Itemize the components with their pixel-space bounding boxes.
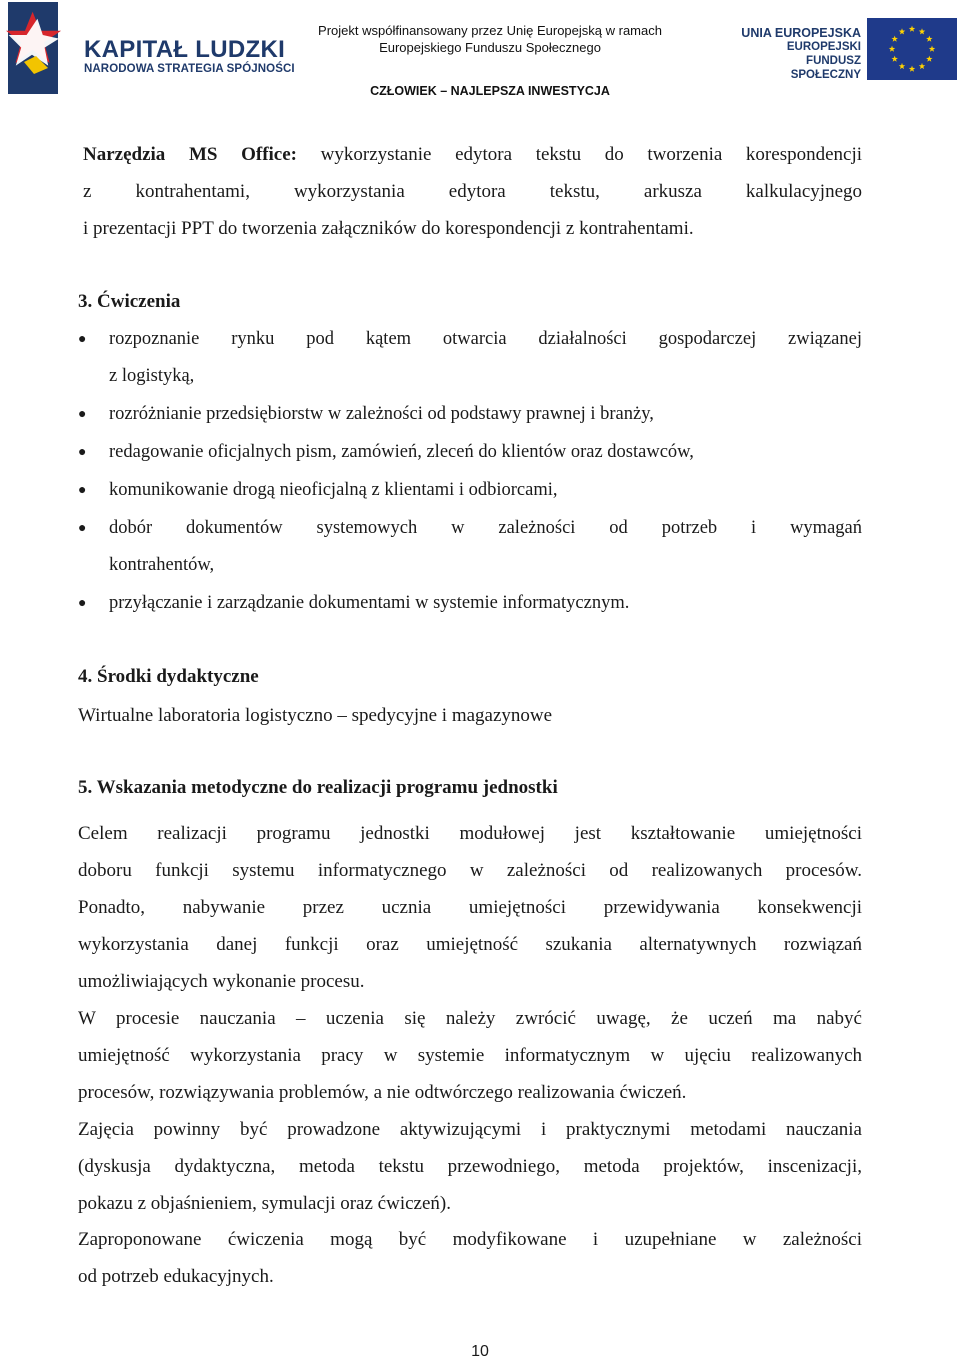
list-item: ● redagowanie oficjalnych pism, zamówień, zleceń do klientów oraz dostawców,: [78, 434, 862, 471]
kapital-ludzki-star-icon: [4, 2, 76, 94]
bullet-dot-icon: ●: [78, 596, 87, 611]
intro-line-3: i prezentacji PPT do tworzenia załączników do korespondencji z kontrahentami.: [83, 218, 694, 239]
section-5-paragraph-1: Celem realizacji programu jednostki modułowej jest kształtowanie umiejętności doboru funkcji systemu informatycznego w zależności od realizowanych procesów. Ponadto, nabywanie przez ucznia umiejętności przewidywania konsekwencji wykorzystania danej funkcji oraz umiejętność szukania alternatywnych rozwiązań umożliwiających wykonanie procesu.: [78, 823, 862, 992]
section-4-heading: 4. Środki dydaktyczne: [78, 666, 259, 687]
intro-label: Narzędzia MS Office:: [83, 144, 297, 165]
eu-logo-text: [733, 26, 861, 82]
intro-paragraph: [83, 136, 862, 247]
list-item: ● dobór dokumentów systemowych w zależności od potrzeb i wymagań kontrahentów,: [78, 510, 862, 584]
section-3-heading: 3. Ćwiczenia: [78, 291, 181, 312]
project-funding-note: [300, 22, 680, 56]
list-item: ● rozróżnianie przedsiębiorstw w zależności od podstawy prawnej i branży,: [78, 396, 862, 433]
section-5-paragraph-4: Zaproponowane ćwiczenia mogą być modyfikowane i uzupełniane w zależności od potrzeb edukacyjnych.: [78, 1229, 862, 1287]
bullet-dot-icon: ●: [78, 445, 87, 460]
section-5-paragraph-2: W procesie nauczania – uczenia się należy zwrócić uwagę, że uczeń ma nabyć umiejętność wykorzystania pracy w systemie informatycznym w ujęciu realizowanych procesów, rozwiązywania problemów, a nie odtwórczego realizowania ćwiczeń.: [78, 1008, 862, 1103]
bullet-dot-icon: ●: [78, 483, 87, 498]
header-motto: CZŁOWIEK – NAJLEPSZA INWESTYCJA: [370, 84, 610, 98]
kapital-ludzki-title: KAPITAŁ LUDZKI: [84, 36, 286, 63]
intro-line-1: Narzędzia MS Office: wykorzystanie edytora tekstu do tworzenia korespondencji: [83, 144, 863, 165]
list-item: ● przyłączanie i zarządzanie dokumentami w systemie informatycznym.: [78, 585, 862, 622]
kapital-ludzki-subtitle: NARODOWA STRATEGIA SPÓJNOŚCI: [84, 63, 295, 75]
page-number: 10: [471, 1343, 489, 1360]
bullet-dot-icon: ●: [78, 521, 87, 536]
kapital-ludzki-logo: [4, 2, 294, 96]
eu-line-1: UNIA EUROPEJSKA: [741, 26, 861, 40]
bullet-dot-icon: ●: [78, 407, 87, 422]
section-5-paragraph-3: Zajęcia powinny być prowadzone aktywizującymi i praktycznymi metodami nauczania (dyskusja dydaktyczna, metoda tekstu przewodniego, metoda projektów, inscenizacji, pokazu z objaśnieniem, symulacji oraz ćwiczeń).: [78, 1119, 862, 1214]
list-item: ● rozpoznanie rynku pod kątem otwarcia działalności gospodarczej związanej z logistyką,: [78, 321, 862, 395]
funding-line-1: Projekt współfinansowany przez Unię Europejską w ramach: [318, 23, 662, 38]
bullet-dot-icon: ●: [78, 332, 87, 347]
funding-line-2: Europejskiego Funduszu Społecznego: [379, 40, 601, 55]
section-5-heading: 5. Wskazania metodyczne do realizacji programu jednostki: [78, 777, 558, 798]
eu-line-2: EUROPEJSKI: [786, 41, 861, 53]
list-item: ● komunikowanie drogą nieoficjalną z klientami i odbiorcami,: [78, 472, 862, 509]
intro-line-2: z kontrahentami, wykorzystania edytora tekstu, arkusza kalkulacyjnego: [83, 181, 862, 202]
eu-flag-icon: [867, 18, 957, 80]
exercise-list: [78, 321, 862, 623]
section-4-text: Wirtualne laboratoria logistyczno – spedycyjne i magazynowe: [78, 705, 553, 726]
eu-line-3: FUNDUSZ SPOŁECZNY: [790, 55, 861, 81]
